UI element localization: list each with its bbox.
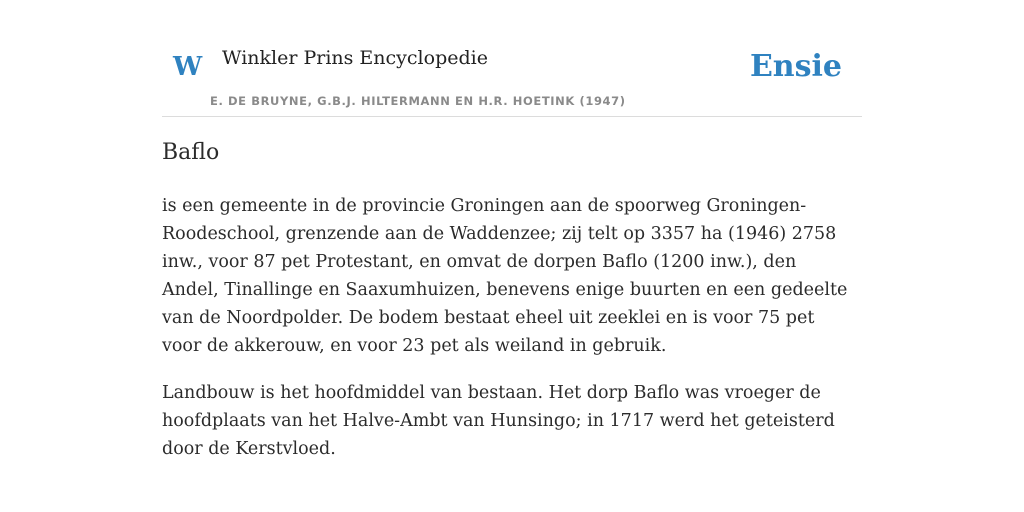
ensie-logo-link[interactable]: Ensie: [749, 49, 842, 84]
source-title[interactable]: Winkler Prins Encyclopedie: [222, 47, 488, 69]
page-title: Baflo: [162, 140, 220, 165]
article-body: [162, 192, 852, 482]
winkler-prins-logo-icon[interactable]: W: [173, 52, 203, 82]
article-paragraph: is een gemeente in de provincie Groningen aan de spoorweg Groningen-Roodeschool, grenzende aan de Waddenzee; zij telt op 3357 ha (1946) 2758 inw., voor 87 pet Protestant, en omvat de dorpen Baflo (1200 inw.), den Andel, Tinallinge en Saaxumhuizen, benevens enige buurten en een gedeelte van de Noordpolder. De bodem bestaat eheel uit zeeklei en is voor 75 pet voor de akkerouw, en voor 23 pet als weiland in gebruik.: [162, 196, 848, 356]
source-authors: E. DE BRUYNE, G.B.J. HILTERMANN EN H.R. HOETINK (1947): [210, 94, 626, 108]
source-header: [162, 40, 862, 117]
article-paragraph: Landbouw is het hoofdmiddel van bestaan. Het dorp Baflo was vroeger de hoofdplaats van het Halve-Ambt van Hunsingo; in 1717 werd het geteisterd door de Kerstvloed.: [162, 383, 835, 459]
